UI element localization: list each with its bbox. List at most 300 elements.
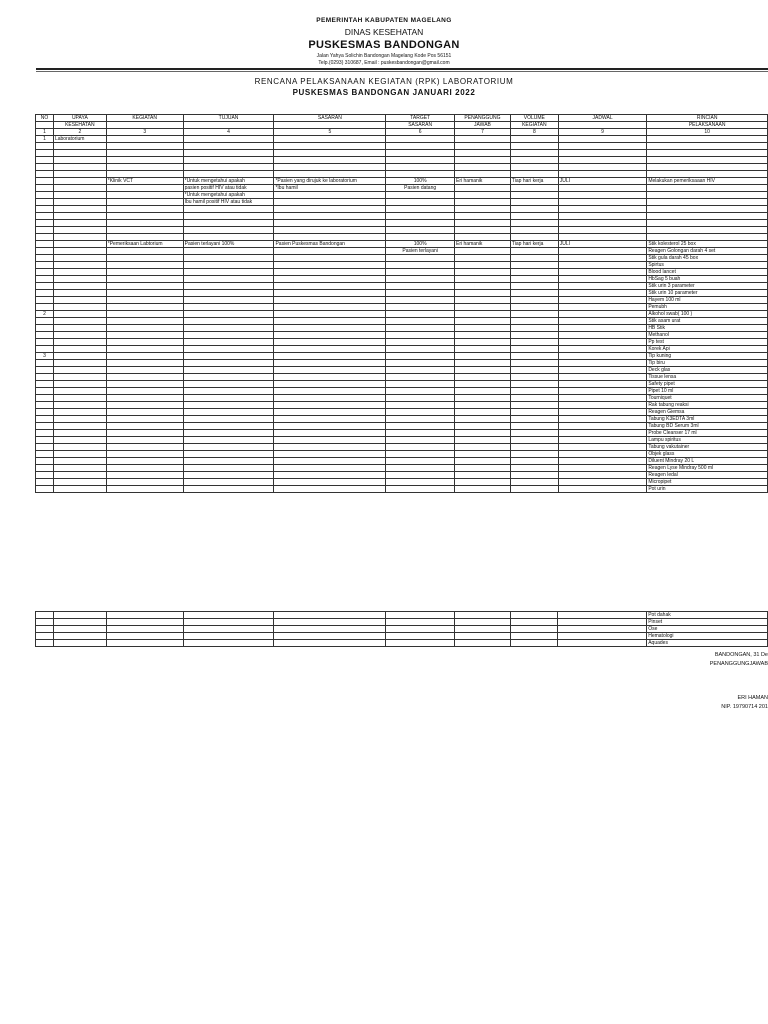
table-cell: [183, 150, 274, 157]
table-cell: [510, 150, 558, 157]
table-cell: [36, 640, 54, 647]
table-cell: *Untuk mengetahui apakah: [183, 178, 274, 185]
table-cell: [274, 451, 386, 458]
table-cell: [386, 465, 455, 472]
table-cell: [53, 339, 106, 346]
table-cell: [274, 283, 386, 290]
table-cell: [647, 157, 768, 164]
table-cell: [106, 346, 183, 353]
table-row: [36, 304, 768, 311]
table-cell: [36, 374, 54, 381]
table-cell: [53, 269, 106, 276]
table-cell: Methanol: [647, 332, 768, 339]
table-cell: Tabung vakutainer: [647, 444, 768, 451]
letterhead-rule-thin: [36, 71, 768, 72]
table-cell: [106, 451, 183, 458]
table-row: [36, 619, 768, 626]
table-cell: [36, 339, 54, 346]
table-row: [36, 283, 768, 290]
table-cell: [558, 332, 647, 339]
table-cell: [386, 283, 455, 290]
table-cell: [183, 206, 274, 213]
table-cell: [455, 332, 511, 339]
col-header-sub: JAWAB: [455, 122, 511, 129]
table-cell: [386, 486, 455, 493]
table-cell: [53, 640, 106, 647]
table-cell: [53, 332, 106, 339]
col-header-sub: [106, 122, 183, 129]
table-cell: [510, 276, 558, 283]
table-cell: [385, 640, 454, 647]
table-row: [36, 206, 768, 213]
table-row: [36, 143, 768, 150]
table-cell: [510, 626, 558, 633]
col-header: SASARAN: [274, 115, 386, 122]
table-cell: [647, 227, 768, 234]
table-cell: [183, 367, 274, 374]
table-cell: [106, 409, 183, 416]
table-row: [36, 171, 768, 178]
table-cell: [558, 185, 647, 192]
table-cell: [106, 353, 183, 360]
table-cell: [510, 171, 558, 178]
table-cell: [455, 458, 511, 465]
table-cell: [53, 423, 106, 430]
table-cell: [274, 381, 386, 388]
table-cell: [455, 395, 511, 402]
table-cell: [53, 255, 106, 262]
table-cell: [510, 486, 558, 493]
table-cell: [53, 486, 106, 493]
table-cell: Laboratorium: [53, 136, 106, 143]
table-cell: [274, 248, 386, 255]
table-cell: [36, 220, 54, 227]
table-cell: pasien positif HIV atau tidak: [183, 185, 274, 192]
table-cell: [53, 612, 106, 619]
table-cell: [558, 269, 647, 276]
table-cell: HB Stik: [647, 325, 768, 332]
table-row: [36, 479, 768, 486]
table-cell: Tabung K3EDTA 3ml: [647, 416, 768, 423]
table-cell: [36, 150, 54, 157]
table-cell: [455, 374, 511, 381]
col-number: 2: [53, 129, 106, 136]
table-cell: [274, 402, 386, 409]
table-cell: [558, 192, 647, 199]
table-cell: [106, 276, 183, 283]
col-header-sub: KEGIATAN: [510, 122, 558, 129]
table-cell: [455, 290, 511, 297]
table-cell: [274, 612, 386, 619]
table-cell: [647, 150, 768, 157]
table-cell: [274, 192, 386, 199]
table-cell: [53, 458, 106, 465]
table-cell: [386, 360, 455, 367]
table-cell: [183, 402, 274, 409]
table-cell: [386, 444, 455, 451]
table-cell: [558, 395, 647, 402]
table-cell: [558, 276, 647, 283]
table-cell: [183, 290, 274, 297]
table-cell: [558, 164, 647, 171]
col-header-sub: [274, 122, 386, 129]
table-cell: [455, 171, 511, 178]
col-number: 9: [558, 129, 647, 136]
table-cell: [106, 395, 183, 402]
table-cell: [183, 409, 274, 416]
table-cell: [53, 157, 106, 164]
table-row: [36, 234, 768, 241]
table-cell: [36, 416, 54, 423]
table-cell: [53, 626, 106, 633]
table-cell: [106, 444, 183, 451]
table-cell: [106, 185, 183, 192]
table-cell: Pinset: [647, 619, 768, 626]
table-cell: [53, 360, 106, 367]
col-header: KEGIATAN: [106, 115, 183, 122]
table-row: [36, 423, 768, 430]
table-cell: [183, 353, 274, 360]
table-cell: [510, 311, 558, 318]
table-cell: [274, 437, 386, 444]
table-row: [36, 185, 768, 192]
table-cell: [558, 262, 647, 269]
table-cell: [558, 402, 647, 409]
table-cell: Reagen ledal: [647, 472, 768, 479]
table-cell: [510, 290, 558, 297]
table-cell: [455, 206, 511, 213]
letterhead-facility: PUSKESMAS BANDONGAN: [308, 39, 460, 51]
table-row: [36, 318, 768, 325]
table-cell: [274, 157, 386, 164]
col-header-sub: [183, 122, 274, 129]
table-cell: [183, 143, 274, 150]
table-row: [36, 353, 768, 360]
col-number: 6: [386, 129, 455, 136]
table-cell: [183, 255, 274, 262]
table-cell: [106, 220, 183, 227]
table-row: [36, 381, 768, 388]
table-cell: [386, 479, 455, 486]
table-cell: [274, 255, 386, 262]
table-cell: [53, 465, 106, 472]
table-cell: [647, 143, 768, 150]
table-cell: [510, 416, 558, 423]
table-cell: [106, 171, 183, 178]
table-cell: [386, 388, 455, 395]
table-cell: [455, 346, 511, 353]
table-cell: [53, 220, 106, 227]
table-cell: [274, 353, 386, 360]
table-cell: [36, 241, 54, 248]
table-cell: [558, 409, 647, 416]
table-cell: [386, 206, 455, 213]
table-cell: [455, 136, 511, 143]
table-cell: [274, 339, 386, 346]
table-cell: [386, 451, 455, 458]
table-cell: [183, 227, 274, 234]
table-cell: [455, 143, 511, 150]
table-cell: [106, 234, 183, 241]
table-cell: [36, 458, 54, 465]
table-row: [36, 437, 768, 444]
table-cell: [274, 290, 386, 297]
table-cell: Blood lancet: [647, 269, 768, 276]
col-header: TUJUAN: [183, 115, 274, 122]
table-cell: [386, 171, 455, 178]
table-cell: [274, 332, 386, 339]
table-cell: [36, 409, 54, 416]
table-cell: [274, 262, 386, 269]
table-row: [36, 276, 768, 283]
table-cell: [53, 318, 106, 325]
table-cell: [558, 318, 647, 325]
table-cell: [510, 318, 558, 325]
table-row: [36, 451, 768, 458]
table-cell: [386, 430, 455, 437]
table-cell: [106, 367, 183, 374]
table-cell: [558, 472, 647, 479]
table-cell: [510, 402, 558, 409]
table-cell: Objek glass: [647, 451, 768, 458]
table-cell: [53, 283, 106, 290]
table-cell: [558, 227, 647, 234]
table-cell: [386, 227, 455, 234]
table-cell: [455, 437, 511, 444]
table-cell: [106, 304, 183, 311]
table-row: [36, 395, 768, 402]
table-cell: [36, 444, 54, 451]
table-cell: [455, 353, 511, 360]
table-cell: [36, 423, 54, 430]
table-cell: [510, 185, 558, 192]
table-cell: Korek Api: [647, 346, 768, 353]
table-cell: [558, 311, 647, 318]
table-cell: [558, 353, 647, 360]
table-cell: [510, 458, 558, 465]
table-cell: [36, 626, 54, 633]
table-cell: [274, 311, 386, 318]
col-header: NO: [36, 115, 54, 122]
table-cell: [386, 367, 455, 374]
table-cell: [455, 234, 511, 241]
table-cell: [106, 206, 183, 213]
table-cell: [558, 360, 647, 367]
table-cell: [647, 136, 768, 143]
table-cell: [510, 283, 558, 290]
col-header-sub: PELAKSANAAN: [647, 122, 768, 129]
table-cell: Pasien Puskesmas Bandongan: [274, 241, 386, 248]
table-cell: Pot urin: [647, 486, 768, 493]
table-cell: Reagen Golongan darah 4 set: [647, 248, 768, 255]
table-cell: [510, 304, 558, 311]
table-row: [36, 290, 768, 297]
letterhead-contact: Telp.(0293) 310687, Email : puskesbandongan@gmail.com: [318, 60, 450, 66]
table-cell: [106, 374, 183, 381]
table-cell: Pemubh: [647, 304, 768, 311]
table-cell: [274, 171, 386, 178]
table-cell: [558, 374, 647, 381]
table-cell: [558, 304, 647, 311]
table-cell: [455, 304, 511, 311]
table-row: [36, 241, 768, 248]
table-cell: [386, 262, 455, 269]
col-header: JADWAL: [558, 115, 647, 122]
table-row: [36, 297, 768, 304]
table-cell: Pipet 10 ml: [647, 388, 768, 395]
table-cell: Tourniquet: [647, 395, 768, 402]
table-cell: [386, 472, 455, 479]
table-cell: [510, 192, 558, 199]
table-cell: [274, 325, 386, 332]
table-cell: [36, 227, 54, 234]
table-cell: [36, 143, 54, 150]
table-cell: [36, 465, 54, 472]
table-cell: 100%: [386, 241, 455, 248]
table-cell: [36, 472, 54, 479]
table-cell: [274, 199, 386, 206]
table-cell: [36, 255, 54, 262]
table-row: [36, 486, 768, 493]
table-cell: [558, 416, 647, 423]
table-cell: [386, 255, 455, 262]
col-number: 3: [106, 129, 183, 136]
table-cell: [455, 227, 511, 234]
table-cell: [455, 416, 511, 423]
table-row: [36, 255, 768, 262]
signature-place-date: BANDONGAN, 31 De: [714, 652, 768, 658]
table-cell: [183, 486, 274, 493]
table-cell: [385, 633, 454, 640]
table-cell: [183, 395, 274, 402]
table-cell: 100%: [386, 178, 455, 185]
table-cell: [274, 164, 386, 171]
signature-nip: NIP. 19790714 201: [721, 704, 768, 710]
table-cell: [510, 346, 558, 353]
table-cell: [53, 276, 106, 283]
table-cell: Ibu hamil positif HIV atau tidak: [183, 199, 274, 206]
table-cell: [53, 248, 106, 255]
table-cell: [510, 437, 558, 444]
table-cell: [106, 248, 183, 255]
table-cell: [53, 619, 106, 626]
table-cell: [455, 444, 511, 451]
table-cell: [183, 479, 274, 486]
table-cell: [106, 150, 183, 157]
table-cell: [106, 381, 183, 388]
table-cell: *Pemeriksaan Labtorium: [106, 241, 183, 248]
table-cell: [455, 381, 511, 388]
col-number: 5: [274, 129, 386, 136]
table-cell: [106, 486, 183, 493]
table-cell: [36, 199, 54, 206]
table-cell: [510, 444, 558, 451]
table-row: [36, 136, 768, 143]
table-cell: [274, 318, 386, 325]
rpk-table: [35, 114, 768, 493]
table-cell: [455, 479, 511, 486]
table-cell: [558, 437, 647, 444]
table-cell: Lampu spiritus: [647, 437, 768, 444]
table-cell: Pasien datang: [386, 185, 455, 192]
table-cell: [455, 164, 511, 171]
table-row: [36, 213, 768, 220]
table-cell: [53, 192, 106, 199]
table-cell: [386, 318, 455, 325]
table-cell: [274, 143, 386, 150]
table-cell: [274, 626, 386, 633]
table-cell: [106, 269, 183, 276]
table-cell: [183, 332, 274, 339]
col-header-sub: [558, 122, 647, 129]
table-cell: [386, 381, 455, 388]
table-cell: [510, 367, 558, 374]
table-cell: [510, 395, 558, 402]
table-cell: [386, 269, 455, 276]
table-cell: [455, 367, 511, 374]
table-cell: [106, 633, 183, 640]
table-cell: Safety pipet: [647, 381, 768, 388]
table-cell: [36, 262, 54, 269]
table-cell: Tip kuning: [647, 353, 768, 360]
table-cell: [558, 633, 647, 640]
table-cell: [106, 255, 183, 262]
table-cell: *Pasien yang dirujuk ke laboratorium: [274, 178, 386, 185]
table-cell: [53, 388, 106, 395]
table-row: [36, 346, 768, 353]
table-cell: [386, 199, 455, 206]
table-cell: [183, 136, 274, 143]
table-cell: [274, 619, 386, 626]
table-cell: [455, 430, 511, 437]
table-cell: [36, 633, 54, 640]
table-cell: [106, 458, 183, 465]
table-row: [36, 633, 768, 640]
table-cell: [183, 262, 274, 269]
table-row: [36, 311, 768, 318]
table-body: [36, 136, 768, 493]
table-cell: [36, 360, 54, 367]
table-row: [36, 227, 768, 234]
table-row: [36, 360, 768, 367]
table-cell: [510, 143, 558, 150]
table-cell: [183, 374, 274, 381]
letterhead-agency: DINAS KESEHATAN: [344, 27, 424, 37]
table-cell: [36, 276, 54, 283]
table-cell: [106, 465, 183, 472]
table-cell: [510, 255, 558, 262]
table-cell: Stik urin 3 parameter: [647, 283, 768, 290]
table-cell: [36, 388, 54, 395]
table-cell: [106, 136, 183, 143]
table-cell: [510, 423, 558, 430]
table-cell: [386, 164, 455, 171]
table-cell: [183, 346, 274, 353]
table-cell: [386, 325, 455, 332]
table-cell: [106, 388, 183, 395]
table-cell: [558, 171, 647, 178]
table-cell: [274, 346, 386, 353]
table-cell: [558, 458, 647, 465]
table-cell: [53, 199, 106, 206]
table-cell: [183, 633, 274, 640]
table-cell: [510, 136, 558, 143]
table-cell: [647, 171, 768, 178]
table-cell: [558, 297, 647, 304]
table-cell: [386, 374, 455, 381]
table-cell: [455, 451, 511, 458]
table-cell: Pot dahak: [647, 612, 768, 619]
